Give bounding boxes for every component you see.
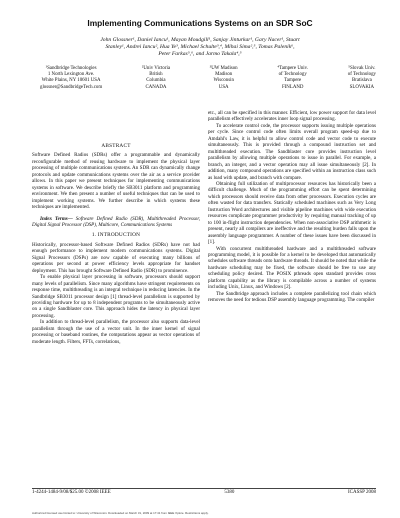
paper-title: Implementing Communications Systems on an SDR SoC [87, 18, 313, 28]
affiliation-line: Columbia [146, 78, 166, 84]
affiliation-victoria [142, 66, 170, 91]
index-terms [32, 216, 200, 229]
footer-copyright: 1-4244-1484-9/08/$25.00 ©2008 IEEE [32, 490, 111, 495]
affiliation-line: Bratislava [351, 78, 372, 84]
affiliation-line: ³UW Madison [209, 66, 238, 71]
affiliation-line: ²Univ Victoria [141, 66, 171, 71]
footer-rule [32, 488, 376, 489]
index-terms-list: Software Defined Radio (SDR), Multithreaded Processor, Digital Signal Processor (DSP), Multicore, Communications Systems [32, 215, 200, 228]
affiliation-line: USA [218, 84, 229, 90]
conference-name: ICASSP 2008 [347, 490, 376, 495]
affiliation-line: ⁵Slovak Univ. [348, 66, 376, 71]
affiliation-line: 1 North Lexington Ave. [47, 72, 95, 78]
page-number: 5380 [224, 490, 235, 495]
affiliation-sandbridge [40, 66, 102, 91]
body-paragraph-3: Obtaining full utilization of multiprocessor resources has historically been a difficult challenge. Much of the programming effort can be spent determining which processors should receive data from other processors. Execution cycles are often wasted for data transfers. Statically scheduled machines such as Very Long Instruction Word architectures and visible pipeline machines with wide execution resources complicate programmer productivity by requiring manual tracking of up to 100 in-flight instruction dependencies. When non-associative DSP arithmetic is present, nearly all compilers are ineffective and the resulting burden falls upon the assembly language programmer. A number of these issues have been discussed in [1]. [208, 180, 376, 246]
affiliation-uw-madison [210, 66, 238, 91]
left-column [32, 139, 200, 345]
intro-paragraph-3: In addition to thread-level parallelism, the processor also supports data-level parallelism through the use of a vector unit. In the inner kernel of signal processing or baseband routines, the computations appear as vector operations of moderate length. Filters, FFTs, correlations, [32, 319, 200, 345]
affiliations [40, 66, 376, 91]
authors-line-2: Stanley¹, Andrei Iancu², Hua Ye³, Michael Schulte³,⁴, Mihai Sima²,⁵, Tomas Palenik⁶, [105, 44, 295, 51]
affiliation-line: Wisconsin [213, 78, 234, 84]
page-footer [32, 490, 376, 495]
abstract-heading: ABSTRACT [101, 143, 131, 149]
affiliation-line: White Plains, NY 10601 USA [41, 78, 101, 84]
abstract-text: Software Defined Radios (SDRs) offer a programmable and dynamically reconfigurable method of reusing hardware to implement the physical layer processing of multiple communications systems. An SDR can dynamically change protocols and update communications systems over the air as a service provider allows. In this paper we present techniques for implementing communications systems in software. We describe briefly the SB3011 platform and programming environment. We then present a number of useful techniques that can be used to implement working systems. We further describe in which systems these techniques are implemented. [32, 152, 200, 211]
body-paragraph-2: To accelerate control code, the processor supports issuing multiple operations per cycle. Since control code often limits overall program speed-up due to Amdahl's Law, it is helpful to allow control code and vector code to execute simultaneously. This is provided through a compound instruction set and multithreaded execution. The Sandblaster core provides instruction level parallelism by allowing multiple operations to issue in parallel. For example, a branch, an integer, and a vector operation may all issue simultaneously [2]. In addition, many compound operations are specified within an instruction class such as load with update, and branch with compare. [208, 122, 376, 181]
affiliation-line: of Technology [347, 72, 376, 78]
body-paragraph-4: With concurrent multithreaded hardware and a multithreaded software programming model, it is possible for a kernel to be developed that automatically schedules software threads onto hardware threads. It should be noted that while the hardware scheduling may be fixed, the software should be free to use any scheduling policy desired. The POSIX pthreads open standard provides cross platform capability as the library is compilable across a number of systems including Unix, Linux, and Windows [2]. [208, 245, 376, 291]
affiliation-line: of Technology [278, 72, 307, 78]
affiliation-line: SLOVAKIA [349, 84, 375, 90]
affiliation-line: CANADA [145, 84, 167, 90]
affiliation-slovak [348, 66, 376, 91]
affiliation-line: British [149, 72, 163, 78]
affiliation-line: ¹Sandbridge Technologies [45, 66, 97, 71]
license-notice: Authorized licensed use limited to: University of Wisconsin. Downloaded on March 31, 2009 at 17:41 from IEEE Xplore. Restrictions apply. [32, 511, 209, 515]
introduction-heading: 1. INTRODUCTION [91, 232, 141, 239]
intro-paragraph-2: To enable physical layer processing in software, processors should support many levels of parallelism. Since many algorithms have stringent requirements on response time, multithreading is an integral technique in reducing latencies. In the Sandbridge SB3011 processor design [1] thread-level parallelism is supported by providing hardware for up to 8 independent programs to be simultaneously active on a single Sandblaster core. This approach hides the latency in physical layer processing. [32, 274, 200, 319]
affiliation-line: Madison [215, 72, 233, 78]
affiliation-email[interactable]: glossner@SandbridgeTech.com [40, 84, 103, 90]
affiliation-line: FINLAND [281, 84, 304, 90]
body-paragraph-1: etc., all can be specified in this manner. Efficient, low power support for data level parallelism effectively accelerates inner loop signal processing. [208, 110, 376, 123]
body-paragraph-5: The Sandbridge approach includes a complete parallelizing tool chain which removes the need for tedious DSP assembly language programming. The compiler [208, 290, 376, 304]
authors-line-1: John Glossner¹, Daniel Iancu¹, Mayan Moudgill¹, Sanjay Jinturkar¹, Gary Nacer¹, Stuart [100, 37, 300, 43]
index-terms-label: Index Terms— [40, 215, 73, 222]
right-column [208, 110, 376, 304]
author-list [28, 37, 372, 59]
authors-line-3: Peter Farkas⁵,⁶, and Jarmo Takala⁴,⁵ [158, 51, 242, 58]
affiliation-tampere [277, 66, 308, 91]
affiliation-line: Tampere [284, 78, 302, 84]
affiliation-line: ⁴Tampere Univ. [277, 66, 309, 71]
intro-paragraph-1: Historically, processor-based Software Defined Radios (SDRs) have not had enough performance to implement modern communications systems. Digital Signal Processors (DSPs) are now capable of executing many billions of operations per second at power efficiency levels appropriate for handset deployment. This has brought Software Defined Radio (SDR) to prominence. [32, 241, 200, 274]
